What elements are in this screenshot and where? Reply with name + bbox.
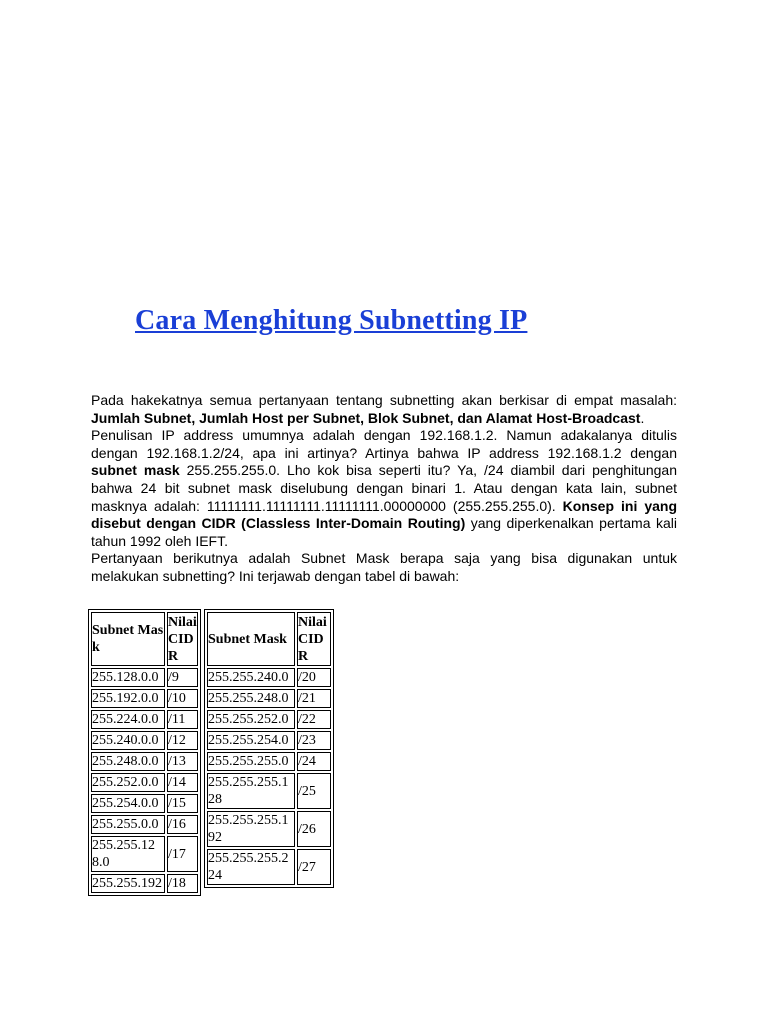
paragraph-intro [91,392,677,427]
cidr-cell: /21 [297,689,331,708]
table-row [91,731,198,750]
mask-cell: 255.255.255.128 [207,773,295,809]
cidr-cell: /9 [167,668,198,687]
intro-end: . [640,409,645,426]
header-subnet-mask: Subnet Mask [91,612,165,666]
header-subnet-mask: Subnet Mask [207,612,295,666]
table-row [91,752,198,771]
mask-cell: 255.224.0.0 [91,710,165,729]
mask-cell: 255.255.255.224 [207,849,295,885]
cidr-cell: /24 [297,752,331,771]
mask-cell: 255.252.0.0 [91,773,165,792]
cidr-cell: /18 [167,874,198,893]
table-row [207,668,331,687]
article-body [91,392,677,586]
table-row [91,836,198,872]
table-row [91,668,198,687]
paragraph-question: Pertanyaan berikutnya adalah Subnet Mask berapa saja yang bisa digunakan untuk melakukan subnetting? Ini terjawab dengan tabel di bawah: [91,550,677,584]
mask-cell: 255.192.0.0 [91,689,165,708]
mask-cell: 255.255.192 [91,874,165,893]
intro-text: Pada hakekatnya semua pertanyaan tentang subnetting akan berkisar di empat masalah: [91,392,677,408]
cidr-cell: /15 [167,794,198,813]
table-row [91,710,198,729]
cidr-text-c: yang diperkenalkan pertama kali tahun 1992 oleh IEFT. [91,515,677,549]
table-row [91,773,198,792]
table-row [91,794,198,813]
cidr-cell: /22 [297,710,331,729]
cidr-cell: /25 [297,773,331,809]
subnet-table-right [204,609,334,888]
table-header-row [91,612,198,666]
header-cidr: Nilai CIDR [167,612,198,666]
cidr-cell: /14 [167,773,198,792]
mask-cell: 255.240.0.0 [91,731,165,750]
mask-cell: 255.248.0.0 [91,752,165,771]
cidr-cell: /20 [297,668,331,687]
cidr-cell: /23 [297,731,331,750]
cidr-text-b: 255.255.255.0. Lho kok bisa seperti itu? Ya, /24 diambil dari penghitungan bahwa 24 bit subnet mask diselubung dengan binari 1. Atau dengan kata lain, subnet masknya adalah: 11111111.11111111.11111111.00000000 (255.255.255.0). [91,462,677,514]
header-cidr: Nilai CIDR [297,612,331,666]
table-row [207,752,331,771]
cidr-cell: /12 [167,731,198,750]
cidr-cell: /27 [297,849,331,885]
subnet-table-left [88,609,201,896]
mask-cell: 255.255.255.192 [207,811,295,847]
table-row [207,710,331,729]
cidr-text-a: Penulisan IP address umumnya adalah dengan 192.168.1.2. Namun adakalanya ditulis dengan 192.168.1.2/24, apa ini artinya? Artinya bahwa IP address 192.168.1.2 dengan [91,427,677,461]
mask-cell: 255.255.254.0 [207,731,295,750]
cidr-bold-subnet-mask: subnet mask [91,462,180,479]
table-row [207,811,331,847]
cidr-cell: /10 [167,689,198,708]
table-row [91,815,198,834]
mask-cell: 255.255.248.0 [207,689,295,708]
cidr-cell: /13 [167,752,198,771]
paragraph-cidr [91,427,677,550]
mask-cell: 255.128.0.0 [91,668,165,687]
mask-cell: 255.255.240.0 [207,668,295,687]
cidr-cell: /11 [167,710,198,729]
table-row [207,773,331,809]
table-header-row [207,612,331,666]
table-row [207,689,331,708]
mask-cell: 255.255.128.0 [91,836,165,872]
mask-cell: 255.255.0.0 [91,815,165,834]
cidr-bold-concept: Konsep ini yang disebut dengan CIDR (Classless Inter-Domain Routing) [91,497,677,532]
table-row [91,874,198,893]
mask-cell: 255.255.252.0 [207,710,295,729]
intro-bold-text: Jumlah Subnet, Jumlah Host per Subnet, Blok Subnet, dan Alamat Host-Broadcast [91,409,641,426]
cidr-cell: /17 [167,836,198,872]
mask-cell: 255.254.0.0 [91,794,165,813]
mask-cell: 255.255.255.0 [207,752,295,771]
table-row [207,849,331,885]
table-row [91,689,198,708]
cidr-cell: /16 [167,815,198,834]
table-row [207,731,331,750]
page-title[interactable]: Cara Menghitung Subnetting IP [135,305,528,336]
cidr-cell: /26 [297,811,331,847]
